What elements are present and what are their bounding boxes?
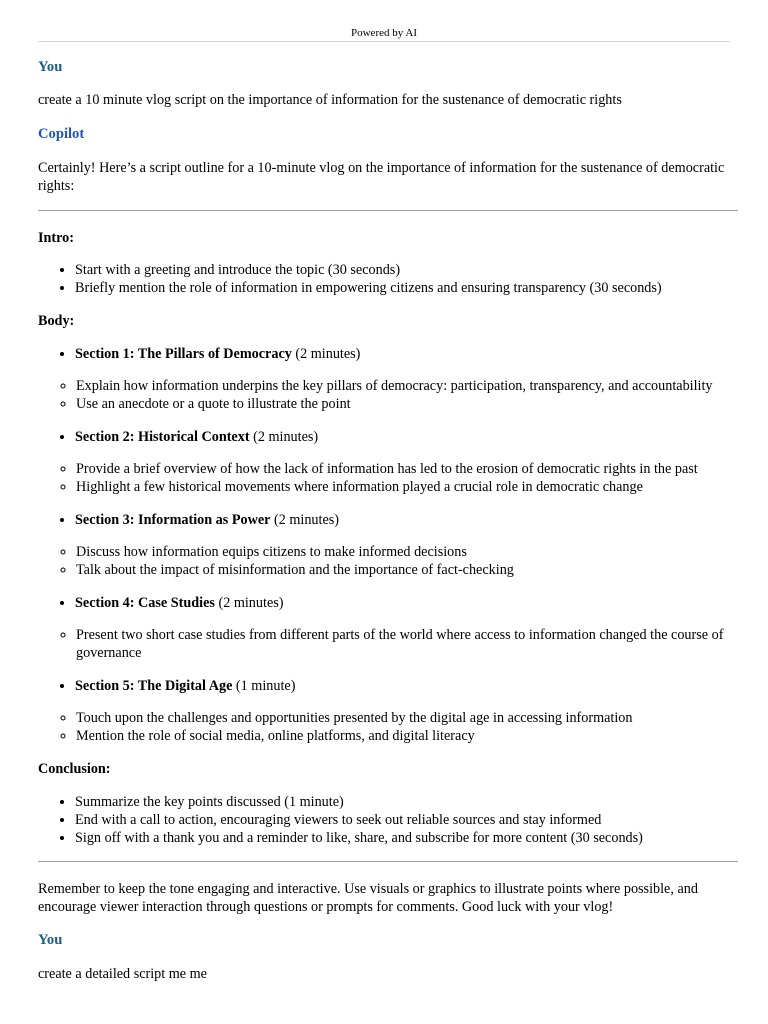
sub-list (38, 626, 738, 662)
sub-list (38, 543, 738, 579)
section-duration: (2 minutes) (249, 429, 319, 445)
user-prompt: create a 10 minute vlog script on the importance of information for the sustenance of democratic rights (38, 92, 622, 108)
section-list (38, 594, 738, 612)
user-prompt: create a detailed script me me (38, 966, 207, 982)
speaker-you: You (38, 59, 63, 75)
section-title: Section 3: Information as Power (75, 512, 271, 528)
section-list (38, 345, 738, 363)
section-list (38, 428, 738, 446)
list-item: ◦ Explain how information underpins the key pillars of democracy: participation, transparency, and accountability (76, 377, 738, 395)
sub-list (38, 377, 738, 413)
intro-heading: Intro: (38, 230, 74, 246)
conclusion-list (38, 793, 738, 847)
list-item: ◦ Touch upon the challenges and opportunities presented by the digital age in accessing information (76, 709, 738, 727)
section-title: Section 4: Case Studies (75, 595, 215, 611)
section-item (75, 511, 738, 529)
list-item: ◦ Present two short case studies from different parts of the world where access to information changed the course of governance (76, 626, 738, 662)
section-duration: (2 minutes) (291, 346, 361, 362)
list-item: ◦ Provide a brief overview of how the lack of information has led to the erosion of democratic rights in the past (76, 460, 738, 478)
powered-by-label: Powered by AI (38, 27, 730, 42)
list-item: ◦ Highlight a few historical movements where information played a crucial role in democratic change (76, 478, 738, 496)
conversation (38, 58, 738, 983)
intro-list (38, 261, 738, 297)
list-item: • End with a call to action, encouraging viewers to seek out reliable sources and stay informed (75, 811, 738, 829)
section-title: Section 2: Historical Context (75, 429, 250, 445)
speaker-copilot: Copilot (38, 126, 85, 142)
list-item: ◦ Use an anecdote or a quote to illustrate the point (76, 395, 738, 413)
list-item: • Summarize the key points discussed (1 minute) (75, 793, 738, 811)
section-duration: (2 minutes) (270, 512, 340, 528)
sub-list (38, 709, 738, 745)
section-item (75, 345, 738, 363)
list-item: ◦ Discuss how information equips citizens to make informed decisions (76, 543, 738, 561)
speaker-you: You (38, 932, 63, 948)
section-item (75, 428, 738, 446)
list-item: ◦ Talk about the impact of misinformation and the importance of fact-checking (76, 561, 738, 579)
section-title: Section 1: The Pillars of Democracy (75, 346, 292, 362)
section-list (38, 511, 738, 529)
section-item (75, 677, 738, 695)
list-item: ◦ Mention the role of social media, online platforms, and digital literacy (76, 727, 738, 745)
section-duration: (1 minute) (232, 678, 296, 694)
conclusion-heading: Conclusion: (38, 761, 111, 777)
list-item: • Sign off with a thank you and a reminder to like, share, and subscribe for more content (30 seconds) (75, 829, 738, 847)
section-duration: (2 minutes) (214, 595, 284, 611)
body-heading: Body: (38, 313, 75, 329)
section-title: Section 5: The Digital Age (75, 678, 233, 694)
section-list (38, 677, 738, 695)
list-item: • Start with a greeting and introduce the topic (30 seconds) (75, 261, 738, 279)
copilot-intro: Certainly! Here’s a script outline for a 10-minute vlog on the importance of information for the sustenance of democratic rights: (38, 160, 725, 194)
sub-list (38, 460, 738, 496)
list-item: • Briefly mention the role of information in empowering citizens and ensuring transparency (30 seconds) (75, 279, 738, 297)
section-item (75, 594, 738, 612)
closing-note: Remember to keep the tone engaging and interactive. Use visuals or graphics to illustrate points where possible, and encourage viewer interaction through questions or prompts for comments. Good luck with your vlog! (38, 881, 698, 915)
